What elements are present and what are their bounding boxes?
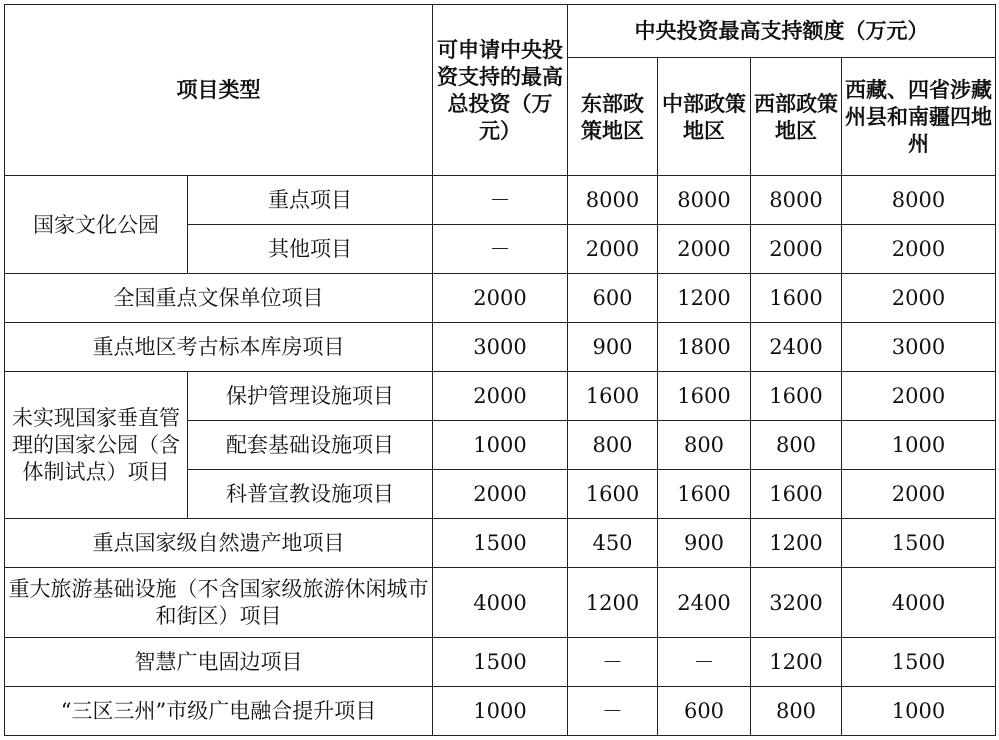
cell-central: 1600 — [658, 470, 751, 519]
cell-max: 1000 — [433, 421, 568, 470]
cell-special: 2000 — [842, 225, 996, 274]
cell-max: 1500 — [433, 638, 568, 687]
cell-central: 1200 — [658, 274, 751, 323]
row-name: 重点国家级自然遗产地项目 — [5, 519, 433, 568]
row-name: 重大旅游基础设施（不含国家级旅游休闲城市和街区）项目 — [5, 568, 433, 638]
cell-max: 2000 — [433, 372, 568, 421]
cell-east: 2000 — [568, 225, 658, 274]
cell-special: 4000 — [842, 568, 996, 638]
table-row — [5, 176, 996, 225]
row-group-label: 未实现国家垂直管理的国家公园（含体制试点）项目 — [5, 372, 188, 519]
cell-special: 3000 — [842, 323, 996, 372]
cell-west: 1600 — [751, 372, 842, 421]
header-west-region: 西部政策地区 — [751, 58, 842, 176]
cell-central: 2000 — [658, 225, 751, 274]
cell-special: 2000 — [842, 470, 996, 519]
cell-west: 8000 — [751, 176, 842, 225]
header-special-region: 西藏、四省涉藏州县和南疆四地州 — [842, 58, 996, 176]
investment-support-table — [4, 4, 996, 736]
row-name: 科普宣教设施项目 — [188, 470, 433, 519]
row-name: 智慧广电固边项目 — [5, 638, 433, 687]
table-row — [5, 323, 996, 372]
header-project-type: 项目类型 — [5, 5, 433, 176]
cell-special: 1000 — [842, 421, 996, 470]
cell-west: 1600 — [751, 470, 842, 519]
row-name: 重点地区考古标本库房项目 — [5, 323, 433, 372]
cell-west: 1600 — [751, 274, 842, 323]
header-central-support-group: 中央投资最高支持额度（万元） — [568, 5, 996, 58]
cell-west: 800 — [751, 687, 842, 736]
cell-west: 800 — [751, 421, 842, 470]
cell-west: 1200 — [751, 519, 842, 568]
cell-max: 2000 — [433, 470, 568, 519]
row-group-label: 国家文化公园 — [5, 176, 188, 274]
header-central-region: 中部政策地区 — [658, 58, 751, 176]
cell-central: 600 — [658, 687, 751, 736]
table-row — [5, 638, 996, 687]
cell-east: － — [568, 687, 658, 736]
cell-west: 1200 — [751, 638, 842, 687]
table-row — [5, 372, 996, 421]
cell-central: 1600 — [658, 372, 751, 421]
cell-west: 2000 — [751, 225, 842, 274]
cell-special: 1000 — [842, 687, 996, 736]
cell-special: 1500 — [842, 519, 996, 568]
cell-east: 1600 — [568, 470, 658, 519]
cell-max: 2000 — [433, 274, 568, 323]
table-row — [5, 519, 996, 568]
cell-max: － — [433, 225, 568, 274]
table-row — [5, 687, 996, 736]
cell-east: 450 — [568, 519, 658, 568]
cell-east: 600 — [568, 274, 658, 323]
cell-central: 8000 — [658, 176, 751, 225]
row-name: 全国重点文保单位项目 — [5, 274, 433, 323]
header-max-total-investment: 可申请中央投资支持的最高总投资（万元） — [433, 5, 568, 176]
cell-east: 8000 — [568, 176, 658, 225]
cell-special: 8000 — [842, 176, 996, 225]
cell-east: 1600 — [568, 372, 658, 421]
cell-special: 1500 — [842, 638, 996, 687]
cell-west: 3200 — [751, 568, 842, 638]
cell-max: 3000 — [433, 323, 568, 372]
row-name: “三区三州”市级广电融合提升项目 — [5, 687, 433, 736]
header-east-region: 东部政策地区 — [568, 58, 658, 176]
cell-east: 900 — [568, 323, 658, 372]
cell-central: 1800 — [658, 323, 751, 372]
table-row — [5, 568, 996, 638]
cell-special: 2000 — [842, 274, 996, 323]
cell-max: 4000 — [433, 568, 568, 638]
row-name: 重点项目 — [188, 176, 433, 225]
cell-east: － — [568, 638, 658, 687]
cell-max: 1500 — [433, 519, 568, 568]
cell-east: 800 — [568, 421, 658, 470]
cell-max: 1000 — [433, 687, 568, 736]
cell-central: 800 — [658, 421, 751, 470]
cell-central: 900 — [658, 519, 751, 568]
row-name: 配套基础设施项目 — [188, 421, 433, 470]
cell-central: 2400 — [658, 568, 751, 638]
cell-central: － — [658, 638, 751, 687]
table-row — [5, 274, 996, 323]
row-name: 其他项目 — [188, 225, 433, 274]
cell-west: 2400 — [751, 323, 842, 372]
cell-max: － — [433, 176, 568, 225]
cell-east: 1200 — [568, 568, 658, 638]
cell-special: 2000 — [842, 372, 996, 421]
row-name: 保护管理设施项目 — [188, 372, 433, 421]
